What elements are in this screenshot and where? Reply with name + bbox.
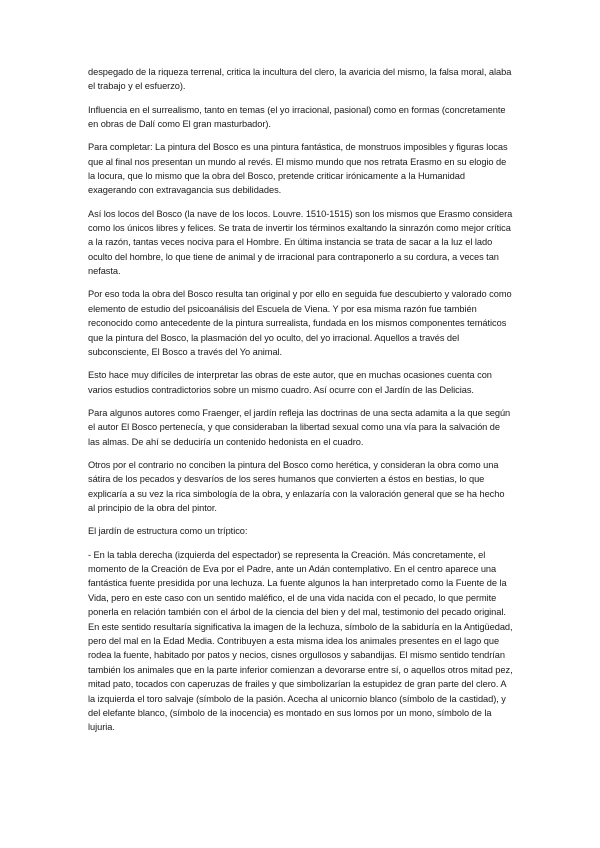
paragraph: El jardín de estructura como un tríptico: (88, 526, 248, 537)
paragraph: Esto hace muy difíciles de interpretar las obras de este autor, que en muchas ocasiones cuenta con varios estudios contradictorios sobre un mismo cuadro. Así ocurre con el Jardín de las Delicias. (88, 370, 492, 395)
paragraph: Otros por el contrario no conciben la pintura del Bosco como herética, y consideran la obra como una sátira de los pecados y desvaríos de los seres humanos que convierten a éstos en bestias, lo que explicaría a su vez la rica simbología de la obra, y enlazaría con la valoración general que se ha hecho al principio de la obra del pintor. (88, 459, 505, 514)
list-item: - En la tabla derecha (izquierda del espectador) se representa la Creación. Más concretamente, el momento de la Creación de Eva por el Padre, ante un Adán contemplativo. En el centro aparece una fantástica fuente presidida por una lechuza. La fuente algunos la han interpretado como la Fuente de la Vida, pero en este caso con un sentido maléfico, el de una vida nacida con el pecado, lo que permite ponerla en relación también con el árbol de la ciencia del bien y del mal, testimonio del pecado original. En este sentido resultaría significativa la imagen de la lechuza, símbolo de la sabiduría en la Antigüedad, pero del mal en la Edad Media. Contribuyen a esta misma idea los animales presentes en el lago que rodea la fuente, habitado por patos y necios, cisnes orgullosos y sabandijas. El mismo sentido tendrían también los animales que en la parte inferior comienzan a devorarse entre sí, o aquellos otros mitad pez, mitad pato, tocados con caperuzas de frailes y que simbolizarían la estupidez de gran parte del clero. A la izquierda el toro salvaje (símbolo de la pasión. Acecha al unicornio blanco (símbolo de la castidad), y del elefante blanco, (símbolo de la inocencia) es montado en sus lomos por un mono, símbolo de la lujuria. (88, 549, 513, 733)
paragraph: Influencia en el surrealismo, tanto en temas (el yo irracional, pasional) como en formas (concretamente en obras de Dalí como El gran masturbador). (88, 104, 506, 130)
paragraph: Para algunos autores como Fraenger, el jardín refleja las doctrinas de una secta adamita a la que según el autor El Bosco pertenecía, y que consideraban la libertad sexual como una vía para la salvación de las almas. De ahí se deduciría un contenido hedonista en el cuadro. (88, 407, 511, 447)
paragraph: Por eso toda la obra del Bosco resulta tan original y por ello en seguida fue descubierto y valorado como elemento de estudio del psicoanálisis del Escuela de Viena. Y por esa misma razón fue también reconocido como antecedente de la pintura surrealista, fundada en los mismos componentes temáticos que la pintura del Bosco, la plasmación del yo oculto, del yo irracional. Aquellos a través del subconsciente, El Bosco a través del Yo animal. (88, 289, 512, 358)
document-body (88, 65, 514, 735)
triptych-list (88, 548, 514, 735)
paragraph: Así los locos del Bosco (la nave de los locos. Louvre. 1510-1515) son los mismos que Erasmo considera como los únicos libres y felices. Se trata de invertir los términos exaltando la sinrazón como mejor crítica a la razón, tantas veces nociva para el Hombre. En última instancia se trata de sacar a la luz el lado oculto del hombre, lo que tiene de animal y de irracional para contraponerlo a su cordura, a veces tan nefasta. (88, 208, 513, 277)
paragraph: despegado de la riqueza terrenal, critica la incultura del clero, la avaricia del mismo, la falsa moral, alaba el trabajo y el esfuerzo). (88, 67, 512, 92)
paragraph: Para completar: La pintura del Bosco es una pintura fantástica, de monstruos imposibles y figuras locas que al final nos presentan un mundo al revés. El mismo mundo que nos retrata Erasmo en su elogio de la locura, que lo mismo que la obra del Bosco, pretende criticar irónicamente a la Humanidad exagerando con extravagancia sus debilidades. (88, 142, 508, 196)
